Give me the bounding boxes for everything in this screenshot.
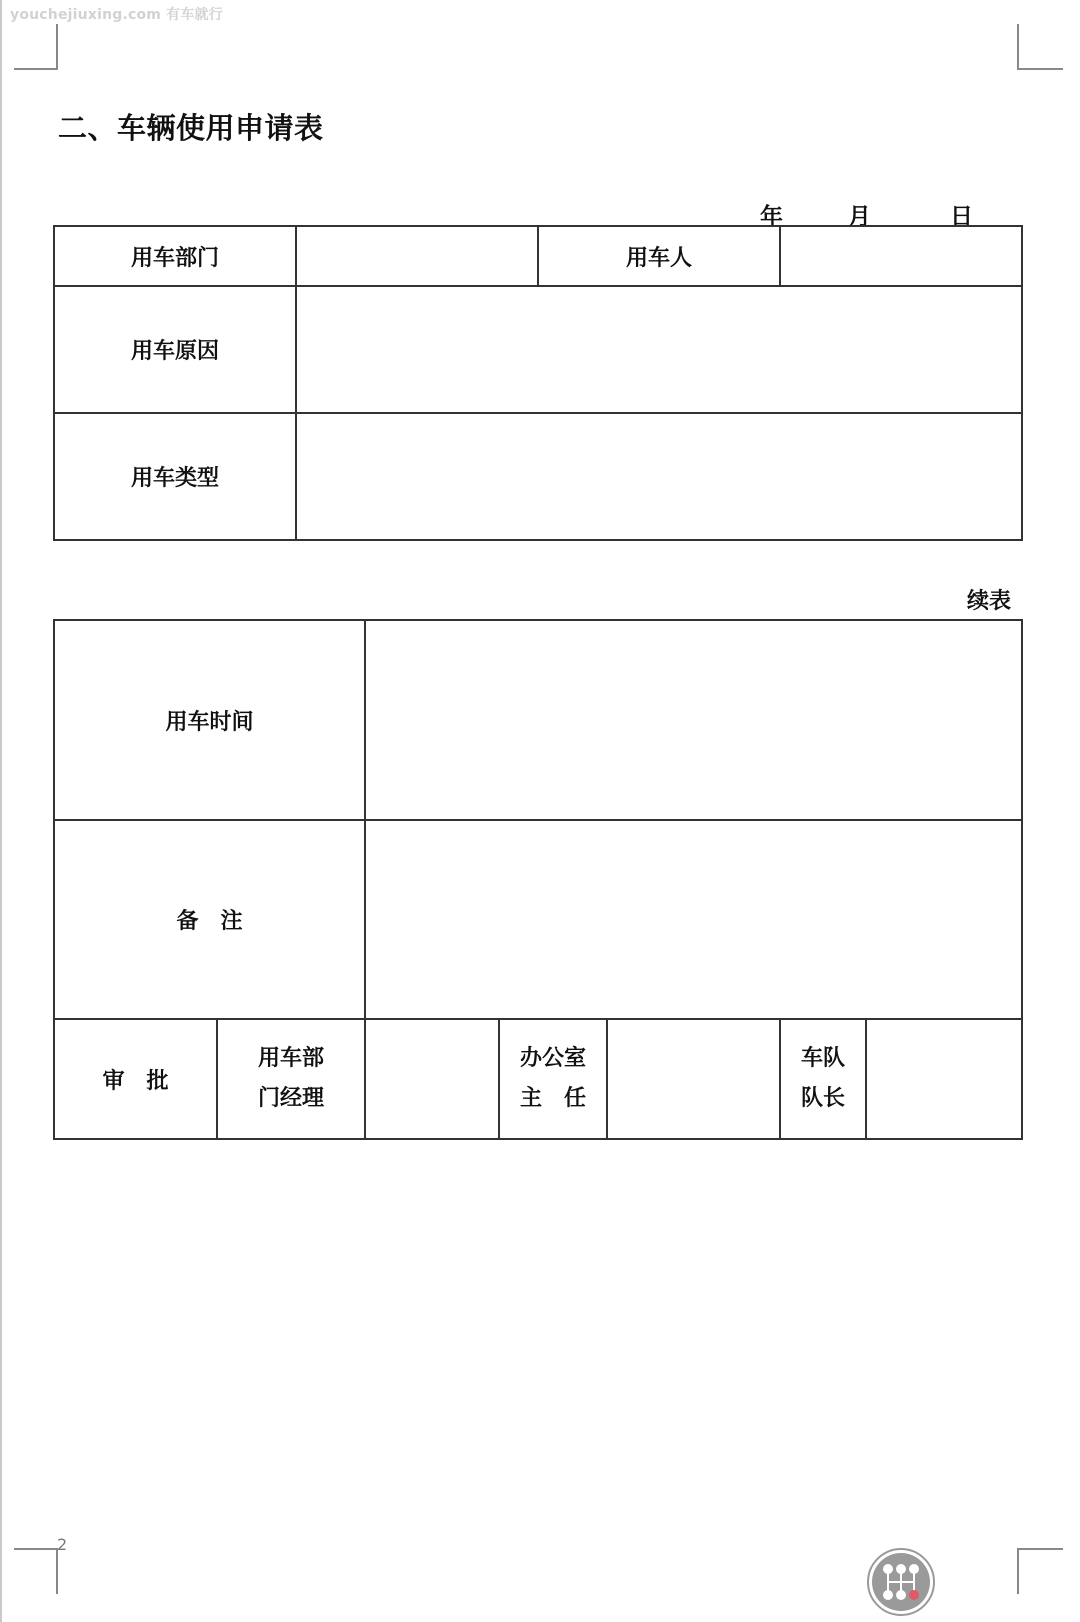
approval-row [54, 1019, 1022, 1139]
user-field[interactable] [780, 226, 1022, 286]
crop-mark-bottom-right [1017, 1548, 1063, 1594]
user-label: 用车人 [538, 226, 780, 286]
dept-manager-label-line2: 门经理 [257, 1086, 324, 1111]
crop-mark-top-left [14, 24, 58, 70]
office-director-label-line2: 主 任 [519, 1086, 586, 1111]
dept-manager-label [217, 1019, 365, 1139]
page-title: 二、车辆使用申请表 [58, 111, 324, 145]
vehicle-type-label: 用车类型 [54, 413, 296, 540]
approval-label: 审 批 [54, 1019, 217, 1139]
table-row [54, 226, 1022, 286]
usage-time-field[interactable] [365, 620, 1022, 820]
table-row [54, 620, 1022, 820]
watermark: youchejiuxing.com 有车就行 [10, 7, 223, 23]
date-month-label: 月 [848, 204, 871, 230]
crop-mark-bottom-left [14, 1548, 58, 1594]
page-left-edge [0, 0, 2, 1622]
continued-table-label: 续表 [967, 589, 1012, 614]
vehicle-type-field[interactable] [296, 413, 1022, 540]
table-row [54, 820, 1022, 1019]
table-row [54, 286, 1022, 413]
reason-field[interactable] [296, 286, 1022, 413]
crop-mark-top-right [1017, 24, 1063, 70]
table-row [54, 413, 1022, 540]
remarks-label: 备 注 [54, 820, 365, 1019]
date-day-label: 日 [950, 204, 973, 230]
fleet-captain-label-line1: 车队 [800, 1046, 845, 1071]
usage-time-label: 用车时间 [54, 620, 365, 820]
dept-manager-signature[interactable] [365, 1019, 499, 1139]
date-year-label: 年 [760, 204, 783, 230]
vehicle-request-table-continued [53, 619, 1023, 1140]
vehicle-request-table [53, 225, 1023, 541]
page-number: 2 [57, 1535, 68, 1554]
dept-label: 用车部门 [54, 226, 296, 286]
dept-manager-label-line1: 用车部 [257, 1046, 324, 1071]
office-director-label-line1: 办公室 [519, 1046, 586, 1071]
remarks-field[interactable] [365, 820, 1022, 1019]
office-director-label [499, 1019, 607, 1139]
gear-shift-icon [866, 1547, 936, 1617]
fleet-captain-label-line2: 队长 [800, 1086, 845, 1111]
dept-field[interactable] [296, 226, 538, 286]
fleet-captain-signature[interactable] [866, 1019, 1022, 1139]
office-director-signature[interactable] [607, 1019, 780, 1139]
reason-label: 用车原因 [54, 286, 296, 413]
fleet-captain-label [780, 1019, 866, 1139]
